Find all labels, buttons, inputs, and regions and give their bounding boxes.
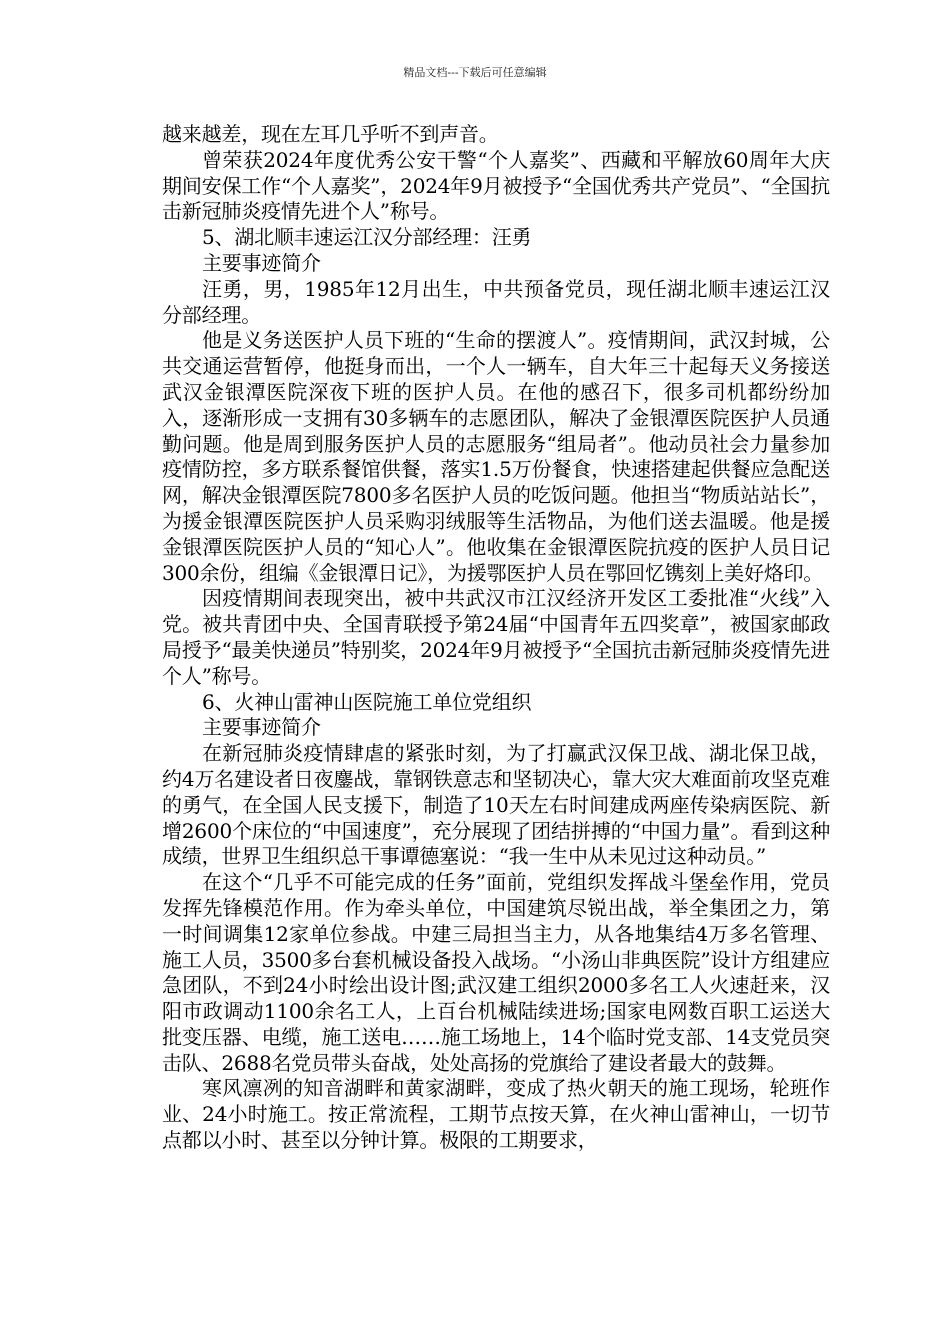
paragraph-construction-site: 寒风凛冽的知音湖畔和黄家湖畔，变成了热火朝天的施工现场，轮班作业、24小时施工。按正常流程，工期节点按天算，在火神山雷神山，一切节点都以小时、甚至以分钟计算。极限的工期要求， [162,1076,830,1153]
subheading-main-deeds: 主要事迹简介 [202,250,321,275]
paragraph-continuation: 越来越差，现在左耳几乎听不到声音。 [162,122,499,146]
section-heading-hospitals: 6、火神山雷神山医院施工单位党组织 [202,689,532,714]
paragraph-honors: 曾荣获2024年度优秀公安干警“个人嘉奖”、西藏和平解放60周年大庆期间安保工作“个人嘉奖”，2024年9月被授予“全国优秀共产党员”、“全国抗击新冠肺炎疫情先进个人”称号。 [162,147,830,224]
subheading-main-deeds: 主要事迹简介 [202,715,321,740]
paragraph-party-organization: 在这个“几乎不可能完成的任务”面前，党组织发挥战斗堡垒作用，党员发挥先锋模范作用。作为牵头单位，中国建筑尽锐出战，举全集团之力，第一时间调集12家单位参战。中建三局担当主力，从各地集结4万多名管理、施工人员，3500多台套机械设备投入战场。“小汤山非典医院”设计方组建应急团队，不到24小时绘出设计图;武汉建工组织2000多名工人火速赶来，汉阳市政调动1100余名工人，上百台机械陆续进场;国家电网数百职工运送大批变压器、电缆，施工送电……施工场地上，14个临时党支部、14支党员突击队、2688名党员带头奋战，处处高扬的党旗给了建设者最大的鼓舞。 [162,870,830,1075]
page-header: 精品文档---下载后可任意编辑 [403,66,547,79]
document-body [162,122,830,1154]
paragraph-china-speed: 在新冠肺炎疫情肆虐的紧张时刻，为了打赢武汉保卫战、湖北保卫战，约4万名建设者日夜鏖战，靠钢铁意志和坚韧决心，靠大灾大难面前攻坚克难的勇气，在全国人民支援下，制造了10天左右时间建成两座传染病医院、新增2600个床位的“中国速度”，充分展现了团结拼搏的“中国力量”。看到这种成绩，世界卫生组织总干事谭德塞说：“我一生中从未见过这种动员。” [162,741,830,869]
paragraph-bio: 汪勇，男，1985年12月出生，中共预备党员，现任湖北顺丰速运江汉分部经理。 [162,276,830,327]
paragraph-awards: 因疫情期间表现突出，被中共武汉市江汉经济开发区工委批准“火线”入党。被共青团中央、全国青联授予第24届“中国青年五四奖章”，被国家邮政局授予“最美快递员”特别奖，2024年9月被授予“全国抗击新冠肺炎疫情先进个人”称号。 [162,586,830,688]
section-heading-wang-yong: 5、湖北顺丰速运江汉分部经理：汪勇 [202,225,532,250]
paragraph-deeds: 他是义务送医护人员下班的“生命的摆渡人”。疫情期间，武汉封城，公共交通运营暂停，他挺身而出，一个人一辆车，自大年三十起每天义务接送武汉金银潭医院深夜下班的医护人员。在他的感召下，很多司机都纷纷加入，逐渐形成一支拥有30多辆车的志愿团队，解决了金银潭医院医护人员通勤问题。他是周到服务医护人员的志愿服务“组局者”。他动员社会力量参加疫情防控，多方联系餐馆供餐，落实1.5万份餐食，快速搭建起供餐应急配送网，解决金银潭医院7800多名医护人员的吃饭问题。他担当“物质站站长”，为援金银潭医院医护人员采购羽绒服等生活物品，为他们送去温暖。他是援金银潭医院医护人员的“知心人”。他收集在金银潭医院抗疫的医护人员日记300余份，组编《金银潭日记》，为援鄂医护人员在鄂回忆镌刻上美好烙印。 [162,328,830,585]
